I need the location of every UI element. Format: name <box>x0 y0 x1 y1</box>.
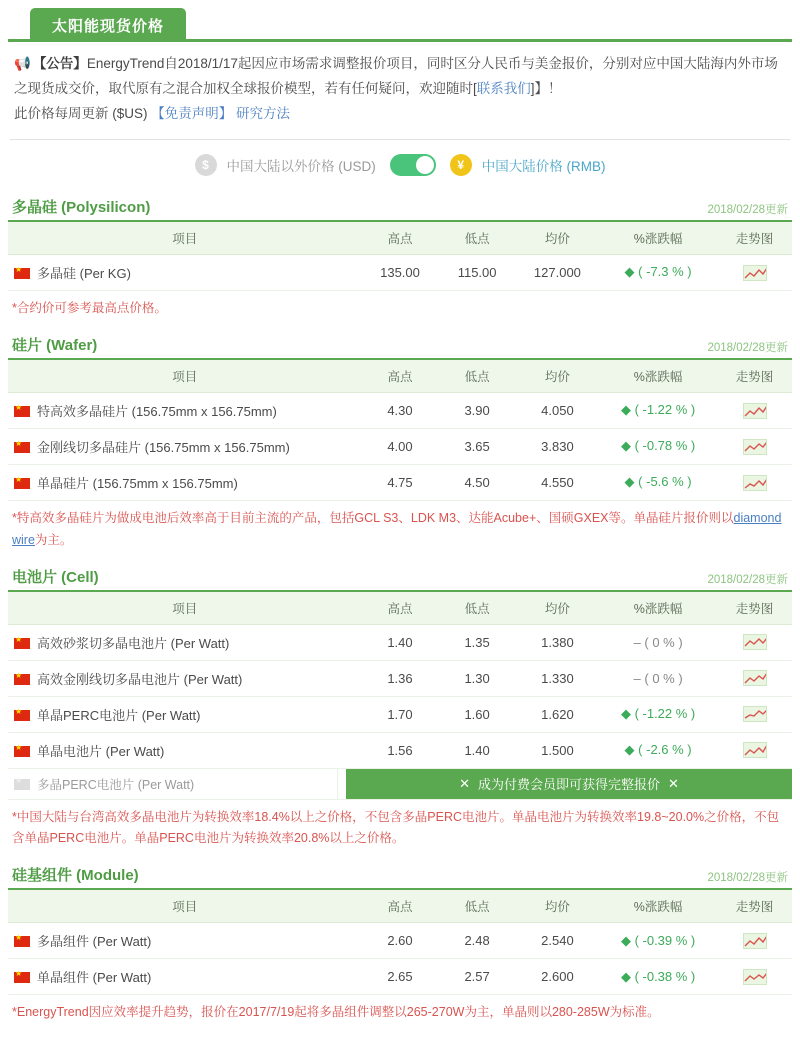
row-item-label: 高效金刚线切多晶电池片 (Per Watt) <box>37 671 243 687</box>
update-frequency-text: 此价格每周更新 ($US) <box>14 105 148 121</box>
col-avg: 均价 <box>516 360 600 393</box>
row-item-label: 多晶组件 (Per Watt) <box>37 934 152 950</box>
row-trend[interactable] <box>717 923 792 959</box>
row-item <box>8 254 361 290</box>
table-row <box>8 923 792 959</box>
research-method-link[interactable]: 研究方法 <box>236 105 291 121</box>
col-avg: 均价 <box>516 890 600 923</box>
down-arrow-icon: ◆ <box>620 932 631 948</box>
china-flag-icon <box>14 406 30 417</box>
row-item <box>8 392 361 428</box>
row-item <box>8 624 361 660</box>
section-header <box>8 196 792 222</box>
table-row <box>8 660 792 696</box>
note-text-post: 为主。 <box>34 532 73 547</box>
row-avg: 4.050 <box>516 392 600 428</box>
row-high: 2.65 <box>361 959 438 995</box>
row-trend[interactable] <box>717 428 792 464</box>
member-row-item-label: 多晶PERC电池片 (Per Watt) <box>37 777 195 792</box>
trend-chart-icon <box>743 265 767 281</box>
row-item <box>8 464 361 500</box>
row-change <box>599 732 717 768</box>
china-flag-icon <box>14 746 30 757</box>
col-change: %涨跌幅 <box>599 360 717 393</box>
row-low: 3.90 <box>439 392 516 428</box>
row-high: 4.00 <box>361 428 438 464</box>
sparkle-icon-right: ✕ <box>668 775 679 791</box>
row-change-value: ( -1.22 % ) <box>634 706 696 722</box>
row-change-value: ( -2.6 % ) <box>638 742 692 758</box>
usd-coin-icon: $ <box>195 154 217 176</box>
row-change-value: ( -0.39 % ) <box>634 932 696 948</box>
trend-chart-icon <box>743 670 767 686</box>
table-row <box>8 959 792 995</box>
china-flag-icon <box>14 972 30 983</box>
table-header-row <box>8 222 792 255</box>
china-flag-icon <box>14 936 30 947</box>
col-item: 项目 <box>8 360 361 393</box>
row-high: 1.36 <box>361 660 438 696</box>
col-change: %涨跌幅 <box>599 592 717 625</box>
flat-dash-icon: – <box>633 634 641 650</box>
row-item <box>8 660 361 696</box>
row-avg: 1.620 <box>516 696 600 732</box>
currency-toggle <box>8 140 792 192</box>
col-low: 低点 <box>439 360 516 393</box>
table-row <box>8 392 792 428</box>
section-module <box>8 864 792 1034</box>
row-item-label: 多晶硅 (Per KG) <box>37 265 131 281</box>
section-note <box>8 501 792 562</box>
col-high: 高点 <box>361 890 438 923</box>
trend-chart-icon <box>743 742 767 758</box>
section-header <box>8 566 792 592</box>
table-row <box>8 428 792 464</box>
member-row-item <box>8 769 338 799</box>
section-update-date: 2018/02/28更新 <box>707 573 788 586</box>
row-change-value: ( -5.6 % ) <box>638 474 692 490</box>
section-note: *合约价可参考最高点价格。 <box>12 300 167 315</box>
member-upsell-row <box>8 769 792 800</box>
col-low: 低点 <box>439 890 516 923</box>
col-item: 项目 <box>8 592 361 625</box>
china-flag-icon-disabled <box>14 779 30 790</box>
section-title: 硅基组件 (Module) <box>12 867 139 885</box>
section-title: 硅片 (Wafer) <box>12 336 98 354</box>
row-avg: 2.540 <box>516 923 600 959</box>
row-low: 4.50 <box>439 464 516 500</box>
table-row <box>8 732 792 768</box>
china-flag-icon <box>14 710 30 721</box>
row-low: 1.40 <box>439 732 516 768</box>
section-cell <box>8 566 792 861</box>
tabbar <box>8 8 792 42</box>
row-item-label: 单晶PERC电池片 (Per Watt) <box>37 707 201 723</box>
section-header <box>8 864 792 890</box>
row-change <box>599 392 717 428</box>
trend-chart-icon <box>743 706 767 722</box>
row-avg: 1.500 <box>516 732 600 768</box>
col-item: 项目 <box>8 222 361 255</box>
trend-chart-icon <box>743 403 767 419</box>
megaphone-icon: 📢 <box>14 56 31 71</box>
row-high: 1.56 <box>361 732 438 768</box>
table-header-row <box>8 360 792 393</box>
col-trend: 走势图 <box>717 360 792 393</box>
row-change <box>599 923 717 959</box>
tab-solar-spot-price[interactable] <box>30 8 186 42</box>
col-trend: 走势图 <box>717 592 792 625</box>
row-item <box>8 696 361 732</box>
china-flag-icon <box>14 268 30 279</box>
china-flag-icon <box>14 638 30 649</box>
row-high: 4.75 <box>361 464 438 500</box>
col-trend: 走势图 <box>717 222 792 255</box>
row-high: 1.70 <box>361 696 438 732</box>
down-arrow-icon: ◆ <box>620 438 631 454</box>
row-trend[interactable] <box>717 254 792 290</box>
down-arrow-icon: ◆ <box>624 474 635 490</box>
row-high: 1.40 <box>361 624 438 660</box>
member-banner-label: 成为付费会员即可获得完整报价 <box>477 777 660 793</box>
row-avg: 1.330 <box>516 660 600 696</box>
row-change-value: ( -7.3 % ) <box>638 264 692 280</box>
row-change <box>599 428 717 464</box>
col-low: 低点 <box>439 222 516 255</box>
col-high: 高点 <box>361 592 438 625</box>
row-trend[interactable] <box>717 959 792 995</box>
price-table-module <box>8 890 792 995</box>
row-trend[interactable] <box>717 624 792 660</box>
row-avg: 2.600 <box>516 959 600 995</box>
row-item-label: 高效砂浆切多晶电池片 (Per Watt) <box>37 635 230 651</box>
down-arrow-icon: ◆ <box>620 706 631 722</box>
row-low: 2.48 <box>439 923 516 959</box>
tab-label: 太阳能现货价格 <box>52 17 165 35</box>
row-change-value: ( -0.38 % ) <box>634 968 696 984</box>
col-item: 项目 <box>8 890 361 923</box>
section-note: *EnergyTrend因应效率提升趋势，报价在2017/7/19起将多晶组件调整以265-270W为主，单晶则以280-285W为标准。 <box>12 1005 660 1020</box>
announcement-bold-prefix: 【公告】 <box>32 56 87 71</box>
contact-us-link[interactable]: 联系我们 <box>476 80 531 96</box>
rmb-coin-icon: ¥ <box>450 154 472 176</box>
usd-toggle-label[interactable]: 中国大陆以外价格 (USD) <box>226 158 376 174</box>
rmb-toggle-label[interactable]: 中国大陆价格 (RMB) <box>481 158 606 174</box>
price-table-wafer <box>8 360 792 501</box>
col-change: %涨跌幅 <box>599 222 717 255</box>
row-item-label: 单晶组件 (Per Watt) <box>37 970 152 986</box>
price-table-polysilicon <box>8 222 792 291</box>
row-item <box>8 959 361 995</box>
row-change <box>599 624 717 660</box>
row-item-label: 单晶硅片 (156.75mm x 156.75mm) <box>37 475 238 491</box>
trend-chart-icon <box>743 475 767 491</box>
announcement-body-tail: ]】！ <box>530 80 562 96</box>
col-low: 低点 <box>439 592 516 625</box>
table-row <box>8 464 792 500</box>
down-arrow-icon: ◆ <box>624 264 635 280</box>
flat-dash-icon: – <box>633 670 641 686</box>
trend-chart-icon <box>743 634 767 650</box>
row-change <box>599 696 717 732</box>
row-trend[interactable] <box>717 464 792 500</box>
section-update-date: 2018/02/28更新 <box>707 203 788 216</box>
table-row <box>8 254 792 290</box>
row-item-label: 金刚线切多晶硅片 (156.75mm x 156.75mm) <box>37 439 290 455</box>
row-low: 1.60 <box>439 696 516 732</box>
table-header-row <box>8 890 792 923</box>
become-member-banner[interactable] <box>346 769 792 799</box>
row-avg: 1.380 <box>516 624 600 660</box>
section-note: *中国大陆与台湾高效多晶电池片为转换效率18.4%以上之价格，不包含多晶PERC电池片。单晶电池片为转换效率19.8~20.0%之价格，不包含单晶PERC电池片。单晶PERC电池片为转换效率20.8%以上之价格。 <box>12 809 780 846</box>
down-arrow-icon: ◆ <box>620 402 631 418</box>
down-arrow-icon: ◆ <box>624 742 635 758</box>
section-wafer <box>8 334 792 562</box>
section-update-date: 2018/02/28更新 <box>707 872 788 885</box>
row-avg: 3.830 <box>516 428 600 464</box>
row-change <box>599 464 717 500</box>
row-trend[interactable] <box>717 660 792 696</box>
row-change-value: ( -0.78 % ) <box>634 438 696 454</box>
row-trend[interactable] <box>717 732 792 768</box>
row-item <box>8 732 361 768</box>
col-high: 高点 <box>361 360 438 393</box>
row-low: 2.57 <box>439 959 516 995</box>
table-header-row <box>8 592 792 625</box>
section-header <box>8 334 792 360</box>
sparkle-icon-left: ✕ <box>459 775 470 791</box>
trend-chart-icon <box>743 933 767 949</box>
row-change-value: ( 0 % ) <box>644 670 683 686</box>
row-change <box>599 959 717 995</box>
trend-chart-icon <box>743 969 767 985</box>
switch-knob <box>416 156 434 174</box>
row-low: 1.35 <box>439 624 516 660</box>
col-trend: 走势图 <box>717 890 792 923</box>
row-trend[interactable] <box>717 392 792 428</box>
down-arrow-icon: ◆ <box>620 968 631 984</box>
section-update-date: 2018/02/28更新 <box>707 341 788 354</box>
col-change: %涨跌幅 <box>599 890 717 923</box>
solar-spot-price-page <box>0 8 800 1044</box>
section-polysilicon <box>8 196 792 330</box>
currency-switch[interactable] <box>390 154 436 176</box>
row-item-label: 特高效多晶硅片 (156.75mm x 156.75mm) <box>37 403 277 419</box>
announcement <box>8 42 792 133</box>
table-row <box>8 624 792 660</box>
row-low: 115.00 <box>439 254 516 290</box>
announcement-body: EnergyTrend自2018/1/17起因应市场需求调整报价项目，同时区分人民币与美金报价，分别对应中国大陆海内外市场之现货成交价，取代原有之混合加权全球报价模型，若有任何疑问，欢迎随时[ <box>14 56 778 96</box>
row-high: 135.00 <box>361 254 438 290</box>
section-title: 电池片 (Cell) <box>12 568 99 586</box>
note-text-pre: *特高效多晶硅片为做成电池后效率高于目前主流的产品，包括GCL S3、LDK M3、达能Acube+、国硕GXEX等。单晶硅片报价则以 <box>12 510 734 525</box>
col-high: 高点 <box>361 222 438 255</box>
price-table-cell <box>8 592 792 769</box>
row-trend[interactable] <box>717 696 792 732</box>
row-change <box>599 254 717 290</box>
row-item-label: 单晶电池片 (Per Watt) <box>37 743 165 759</box>
table-row <box>8 696 792 732</box>
row-change-value: ( 0 % ) <box>644 634 683 650</box>
disclaimer-link[interactable]: 【免责声明】 <box>151 105 233 121</box>
col-avg: 均价 <box>516 222 600 255</box>
row-avg: 4.550 <box>516 464 600 500</box>
row-change-value: ( -1.22 % ) <box>634 402 696 418</box>
row-item <box>8 923 361 959</box>
col-avg: 均价 <box>516 592 600 625</box>
row-change <box>599 660 717 696</box>
trend-chart-icon <box>743 439 767 455</box>
china-flag-icon <box>14 442 30 453</box>
diamond-wire-link[interactable]: diamond wire <box>12 510 782 547</box>
section-title: 多晶硅 (Polysilicon) <box>12 198 151 216</box>
row-high: 4.30 <box>361 392 438 428</box>
row-high: 2.60 <box>361 923 438 959</box>
china-flag-icon <box>14 478 30 489</box>
row-low: 3.65 <box>439 428 516 464</box>
china-flag-icon <box>14 674 30 685</box>
row-avg: 127.000 <box>516 254 600 290</box>
row-item <box>8 428 361 464</box>
row-low: 1.30 <box>439 660 516 696</box>
